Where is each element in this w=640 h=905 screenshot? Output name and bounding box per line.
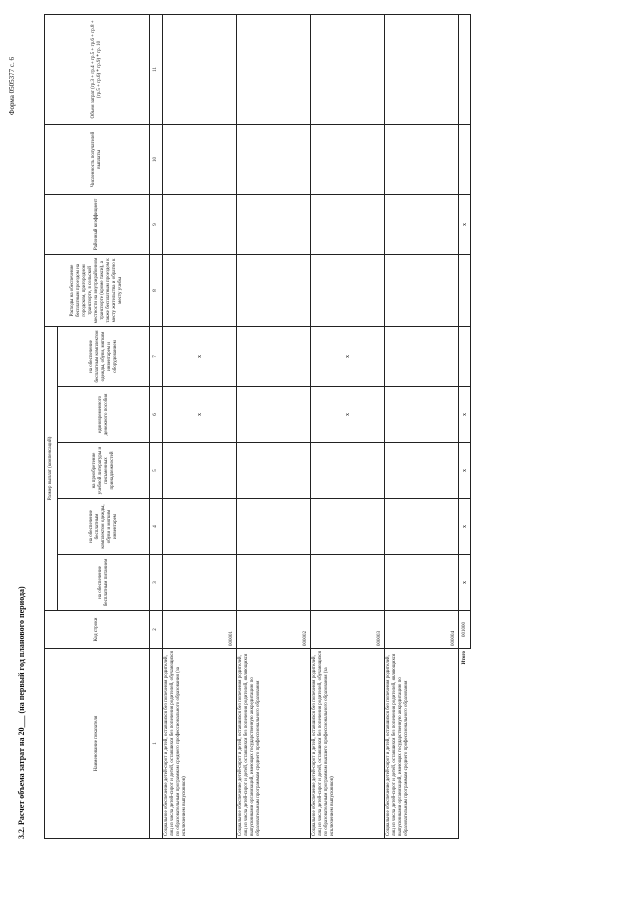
value-cell xyxy=(385,555,459,611)
value-cell xyxy=(311,124,385,194)
value-cell: x xyxy=(163,387,237,443)
table-row xyxy=(311,14,385,838)
value-cell xyxy=(237,443,311,499)
value-cell xyxy=(237,555,311,611)
value-cell xyxy=(385,194,459,254)
header-col10: Численность получателей выплаты xyxy=(45,124,150,194)
value-cell xyxy=(311,14,385,124)
col-number: 11 xyxy=(150,14,163,124)
row-code: 000001 xyxy=(163,611,237,649)
col-number: 1 xyxy=(150,649,163,839)
col-number: 6 xyxy=(150,387,163,443)
header-col11: Объем затрат (гр.3 + гр.4 + гр.5 + гр.6 + гр.8 + (гр.5 + гр.6) * гр.9) * гр. 10 xyxy=(45,14,150,124)
col-number: 7 xyxy=(150,326,163,386)
header-code: Код строки xyxy=(45,611,150,649)
row-description: Социальное обеспечение детей-сирот и детей, оставшихся без попечения родителей, лиц из числа детей-сирот и детей, оставшихся без попечения родителей, обучающихся по образовательным программам среднего профессионального образования (за исключением выпускников) xyxy=(163,649,237,839)
value-cell xyxy=(311,555,385,611)
row-code: 000004 xyxy=(385,611,459,649)
column-number-row xyxy=(150,14,163,838)
table-row xyxy=(237,14,311,838)
total-cell: x xyxy=(459,499,471,555)
row-description: Социальное обеспечение детей-сирот и детей, оставшихся без попечения родителей, лиц из числа детей-сирот и детей, оставшихся без попечения родителей, являющихся выпускниками организаций, имеющих государственную аккредитацию по образовательным программам среднего профессионального образования xyxy=(237,649,311,839)
row-description: Социальное обеспечение детей-сирот и детей, оставшихся без попечения родителей, лиц из числа детей-сирот и детей, оставшихся без попечения родителей, обучающихся по образовательным программам высшего профессионального образования (за исключением выпускников) xyxy=(311,649,385,839)
value-cell xyxy=(237,14,311,124)
value-cell: x xyxy=(311,387,385,443)
value-cell xyxy=(311,194,385,254)
value-cell xyxy=(237,387,311,443)
total-cell: x xyxy=(459,387,471,443)
total-cell: x xyxy=(459,555,471,611)
table-row xyxy=(385,14,459,838)
value-cell xyxy=(385,326,459,386)
cost-calculation-table xyxy=(44,14,471,839)
value-cell xyxy=(311,499,385,555)
total-cell xyxy=(459,124,471,194)
total-label: Итого xyxy=(459,649,471,839)
header-col4: на обеспечение бесплатным комплектом одежды, обуви и мягким инвентарем xyxy=(58,499,150,555)
value-cell xyxy=(385,14,459,124)
value-cell xyxy=(163,194,237,254)
row-code: 000003 xyxy=(311,611,385,649)
col-number: 8 xyxy=(150,254,163,326)
value-cell xyxy=(163,555,237,611)
col-number: 4 xyxy=(150,499,163,555)
row-description: Социальное обеспечение детей-сирот и детей, оставшихся без попечения родителей, лиц из числа детей-сирот и детей, оставшихся без попечения родителей, являющихся выпускниками организаций, имеющих государственную аккредитацию по образовательным программам среднего профессионального образования xyxy=(385,649,459,839)
total-cell: x xyxy=(459,443,471,499)
value-cell xyxy=(385,124,459,194)
total-cell xyxy=(459,14,471,124)
value-cell xyxy=(237,194,311,254)
total-row xyxy=(459,14,471,838)
row-code: 000002 xyxy=(237,611,311,649)
value-cell xyxy=(237,124,311,194)
total-code: 001000 xyxy=(459,611,471,649)
value-cell xyxy=(385,387,459,443)
header-col3: на обеспечение бесплатным питанием xyxy=(58,555,150,611)
value-cell: x xyxy=(311,326,385,386)
header-col6: единовременного денежного пособия xyxy=(58,387,150,443)
header-col7: на обеспечение бесплатным комплектом одежды, обуви, мягким инвентарем и оборудованием xyxy=(58,326,150,386)
value-cell xyxy=(163,499,237,555)
form-label: Форма 0505377 с. 6 xyxy=(8,56,16,115)
col-number: 3 xyxy=(150,555,163,611)
total-cell xyxy=(459,254,471,326)
section-title: 3.2. Расчет объема затрат на 20___ (на первый год планового периода) xyxy=(17,586,26,839)
value-cell xyxy=(311,254,385,326)
total-cell xyxy=(459,326,471,386)
value-cell xyxy=(385,443,459,499)
value-cell xyxy=(385,254,459,326)
value-cell xyxy=(163,14,237,124)
value-cell xyxy=(237,499,311,555)
table-row xyxy=(163,14,237,838)
col-number: 10 xyxy=(150,124,163,194)
col-number: 2 xyxy=(150,611,163,649)
value-cell xyxy=(311,443,385,499)
value-cell: x xyxy=(163,326,237,386)
value-cell xyxy=(163,124,237,194)
col-number: 5 xyxy=(150,443,163,499)
value-cell xyxy=(237,326,311,386)
value-cell xyxy=(163,443,237,499)
col-number: 9 xyxy=(150,194,163,254)
header-col8: Расходы на обеспечение бесплатным проездом на городском, пригородном транспорте, в сельской местности на внутрирайонном транспорте (кроме такси), а также бесплатным проездом к месту жительства и обратно к месту учебы xyxy=(45,254,150,326)
header-col5: на приобретение учебной литературы и письменных принадлежностей xyxy=(58,443,150,499)
header-group: Размер выплат (компенсаций) xyxy=(45,326,58,610)
value-cell xyxy=(385,499,459,555)
header-col9: Районный коэффициент xyxy=(45,194,150,254)
value-cell xyxy=(163,254,237,326)
header-name: Наименование показателя xyxy=(45,649,150,839)
total-cell: x xyxy=(459,194,471,254)
value-cell xyxy=(237,254,311,326)
